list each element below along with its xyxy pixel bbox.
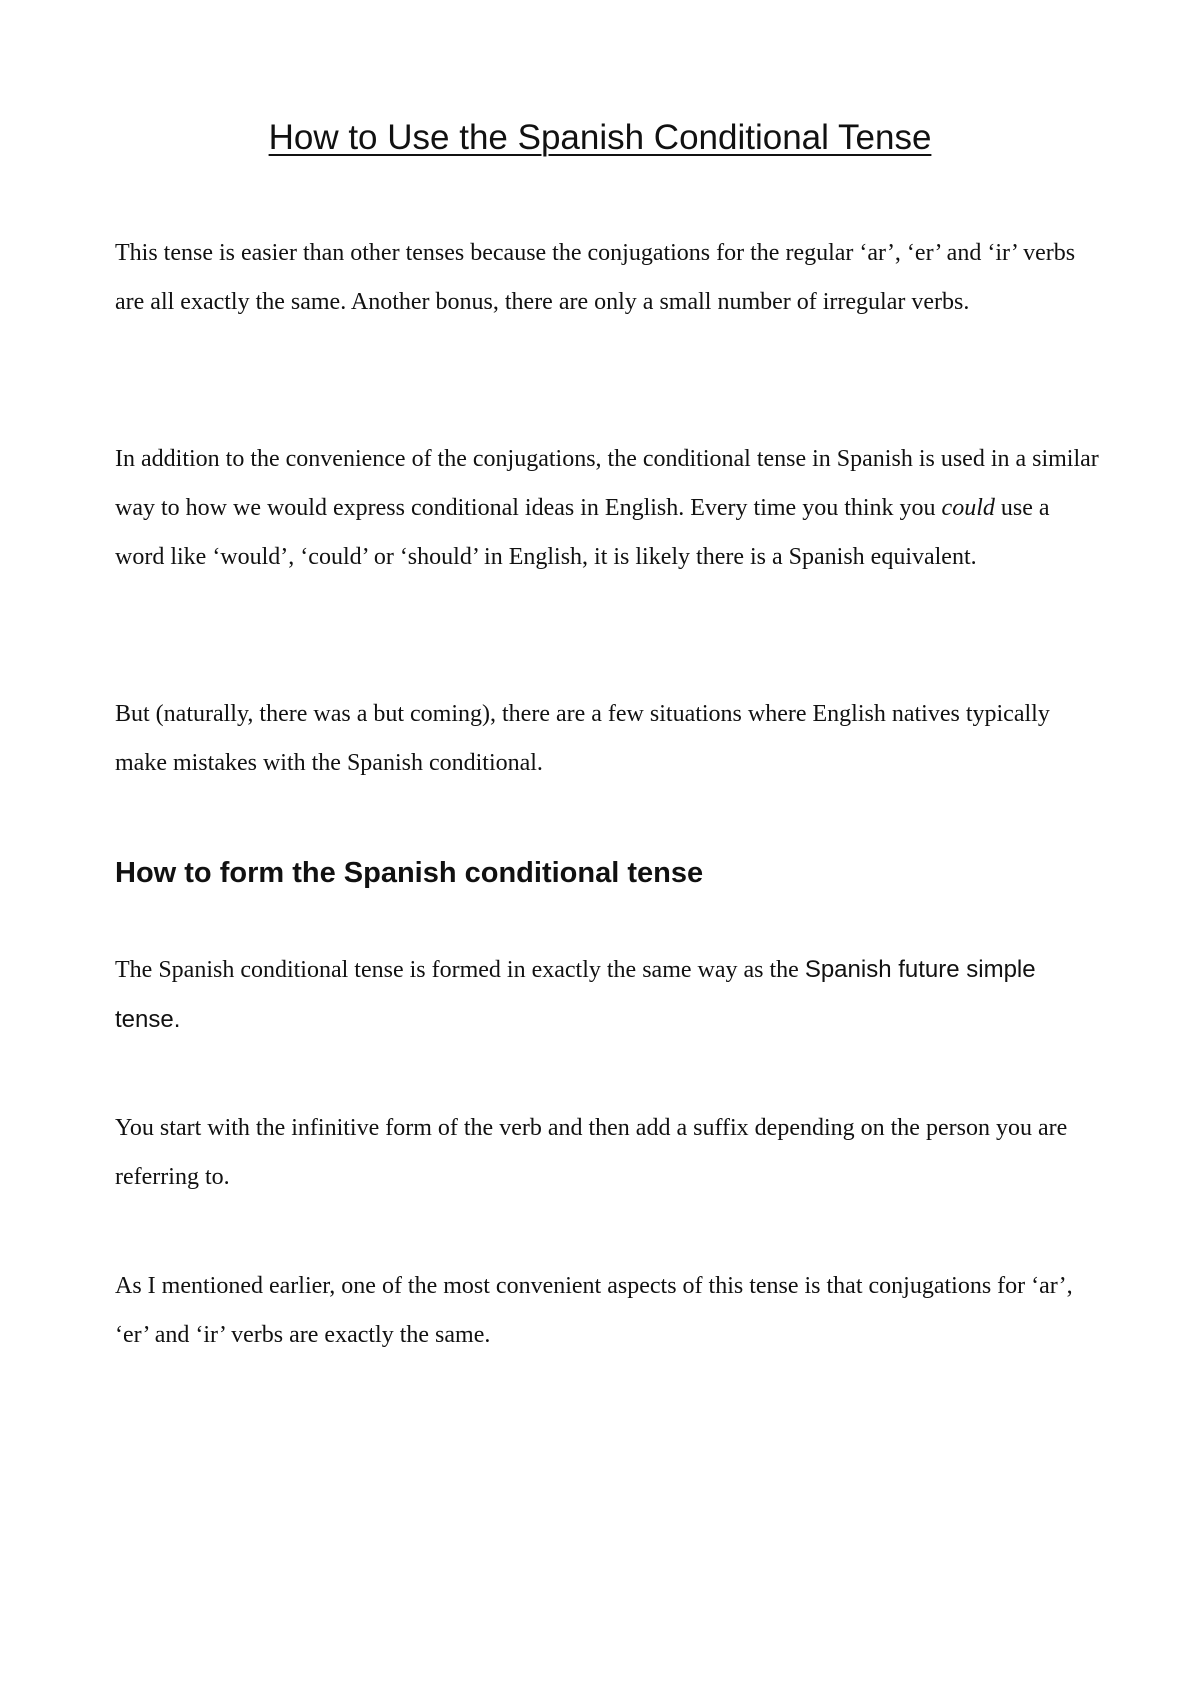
mistakes-paragraph: But (naturally, there was a but coming), there are a few situations where English natives typically make mistakes with the Spanish conditional. bbox=[115, 701, 1050, 776]
emphasis-could: could bbox=[941, 495, 995, 521]
conjugation-paragraph: As I mentioned earlier, one of the most convenient aspects of this tense is that conjugations for ‘ar’, ‘er’ and ‘ir’ verbs are exactly the same. bbox=[115, 1273, 1073, 1348]
future-tense-reference: Spanish future simple tense bbox=[115, 956, 1036, 1033]
usage-paragraph bbox=[115, 435, 1100, 582]
intro-paragraph: This tense is easier than other tenses because the conjugations for the regular ‘ar’, ‘er’ and ‘ir’ verbs are all exactly the same. Another bonus, there are only a small number of irregular verbs. bbox=[115, 240, 1076, 315]
usage-paragraph-text-end: use a word like ‘would’, ‘could’ or ‘should’ in English, it is likely there is a Spanish equivalent. bbox=[115, 495, 1050, 570]
section-heading: How to form the Spanish conditional tense bbox=[115, 857, 704, 889]
formation-paragraph-period: . bbox=[173, 1006, 181, 1033]
formation-paragraph bbox=[115, 945, 1100, 1045]
document-title: How to Use the Spanish Conditional Tense bbox=[268, 118, 932, 157]
infinitive-paragraph: You start with the infinitive form of the verb and then add a suffix depending on the person you are referring to. bbox=[115, 1115, 1068, 1190]
formation-paragraph-text-start: The Spanish conditional tense is formed in exactly the same way as the bbox=[115, 957, 805, 983]
usage-paragraph-text-start: In addition to the convenience of the conjugations, the conditional tense in Spanish is used in a similar way to how we would express conditional ideas in English. Every time you think you bbox=[115, 446, 1099, 521]
